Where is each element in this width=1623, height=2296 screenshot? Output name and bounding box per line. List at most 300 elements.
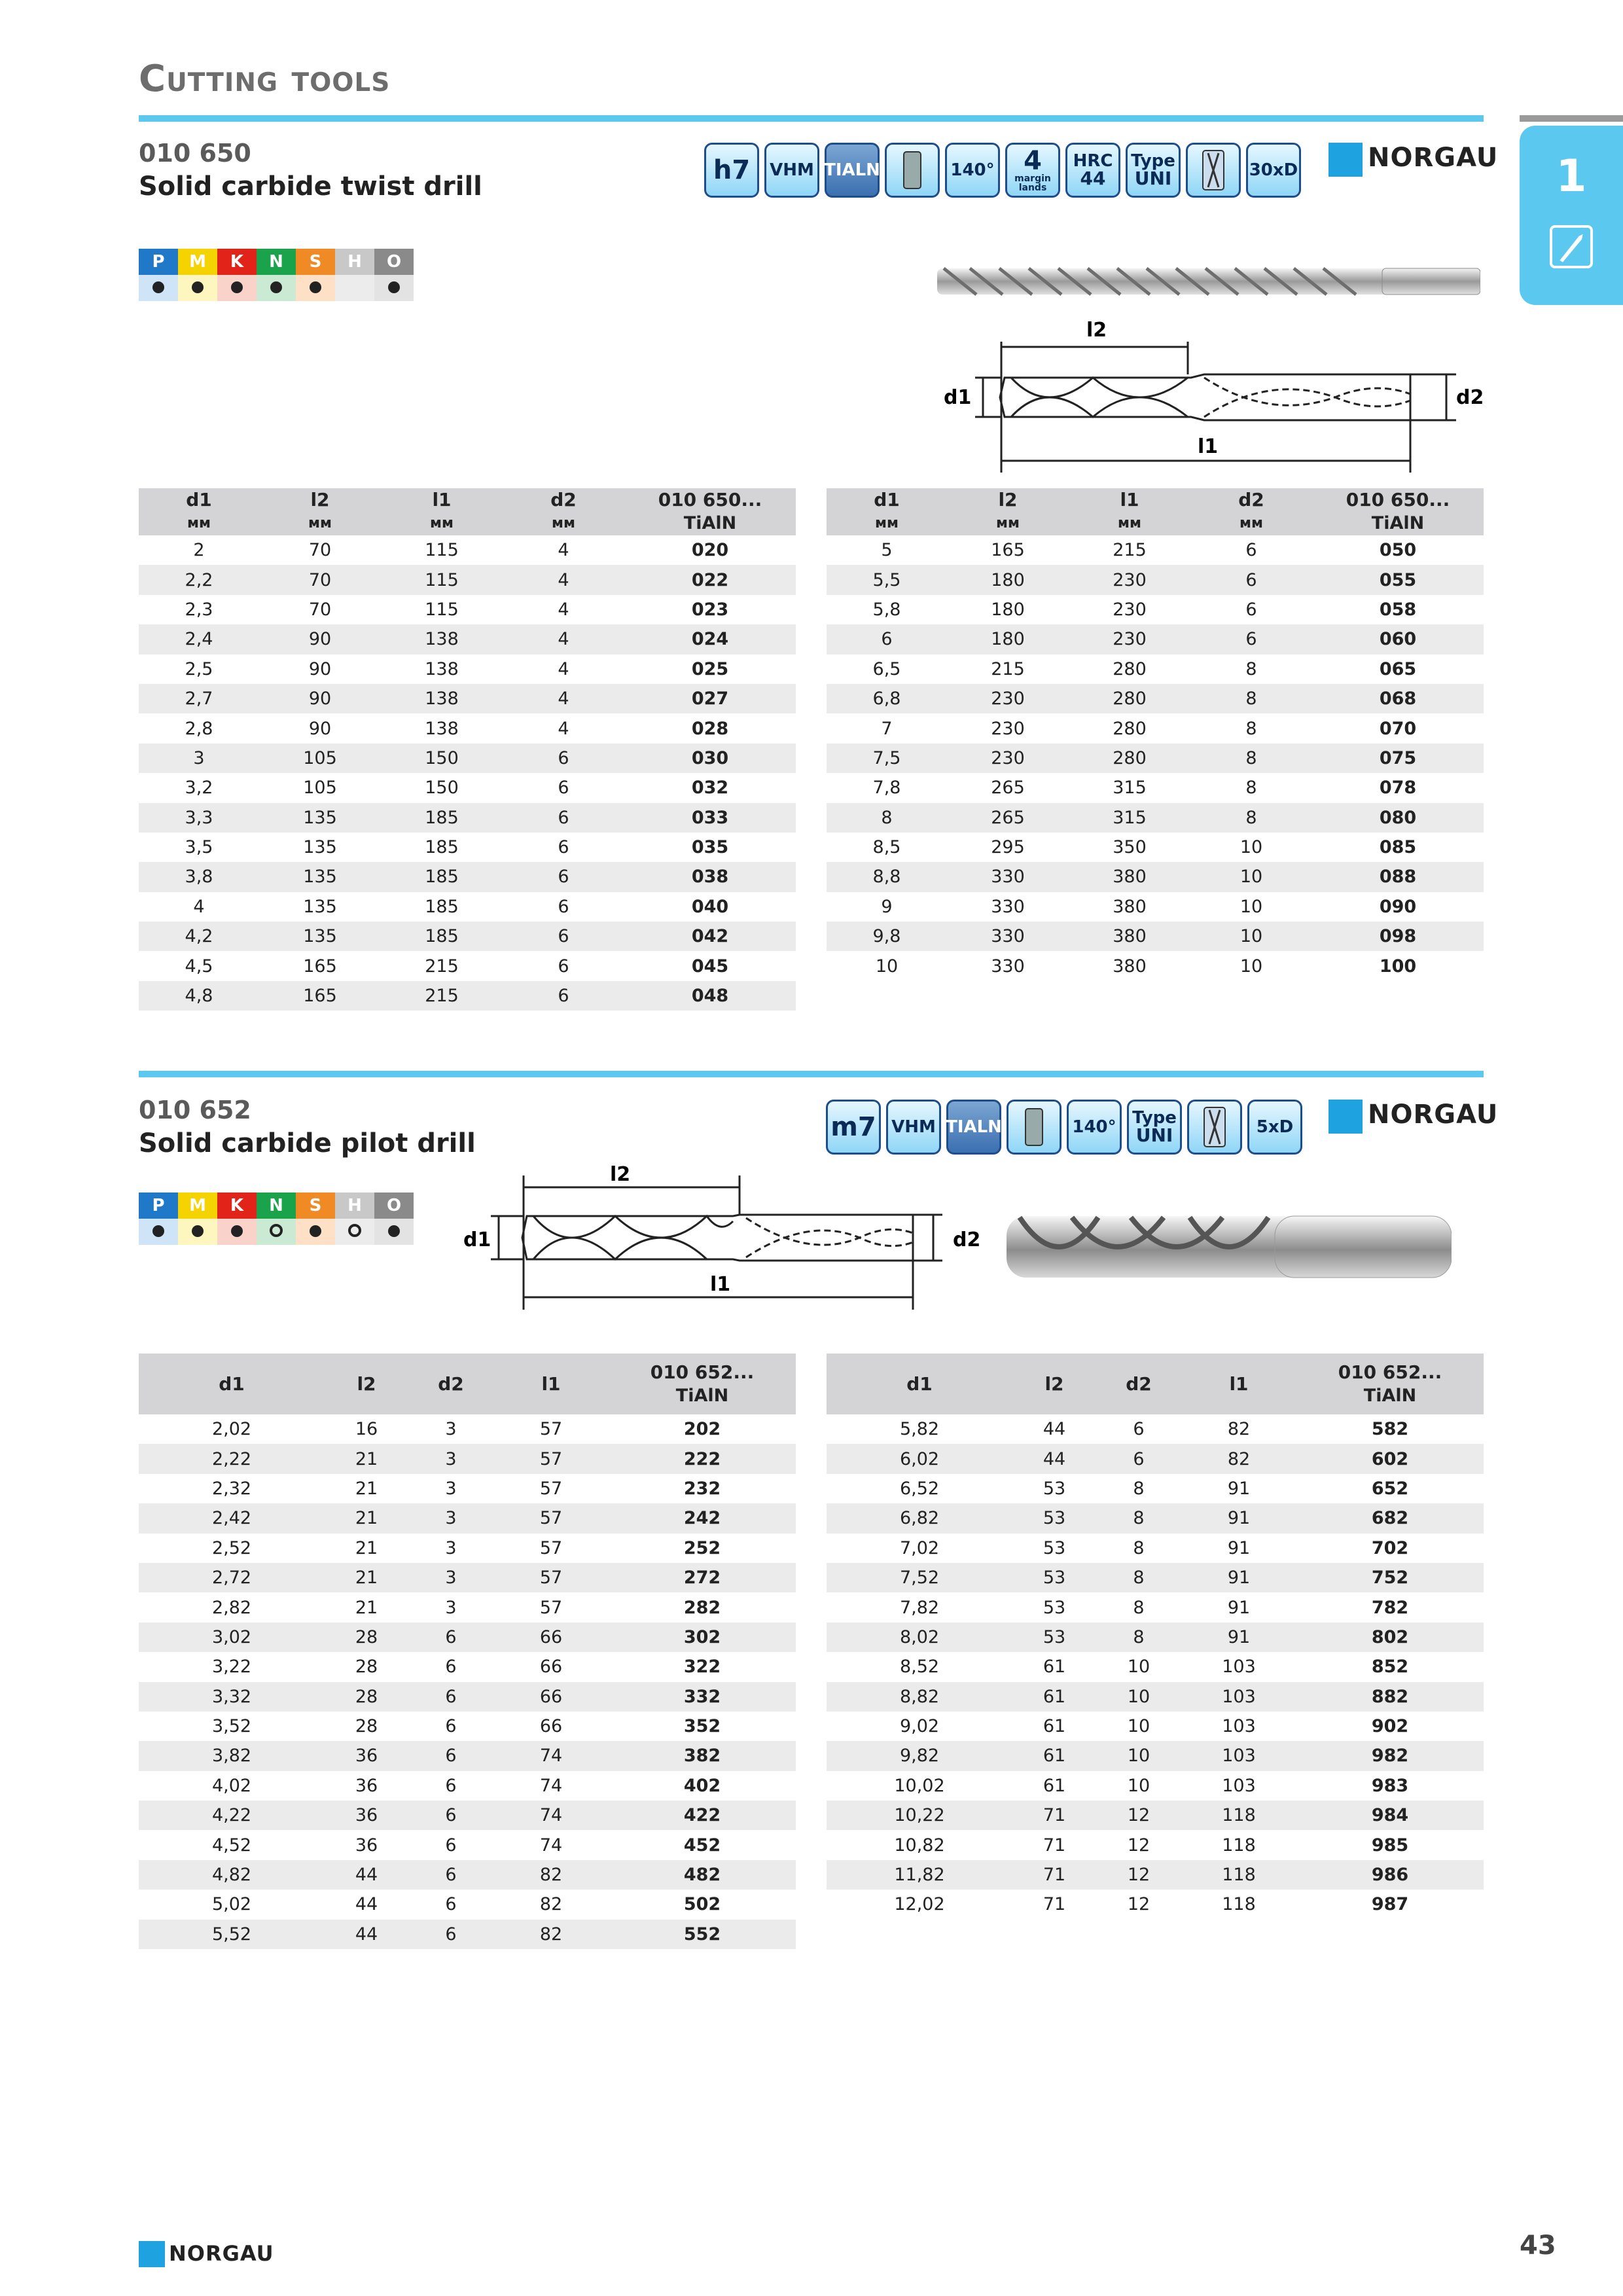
- dimension-cell: 12: [1096, 1801, 1181, 1830]
- dimension-cell: 6: [408, 1801, 493, 1830]
- dimension-cell: 61: [1012, 1741, 1096, 1770]
- type-uni-icon: Type UNI: [1126, 143, 1181, 198]
- suitable-dot: [152, 281, 164, 293]
- article-code-cell: 035: [691, 837, 729, 858]
- chapter-side-tab[interactable]: [1520, 126, 1623, 305]
- dimension-cell: 53: [1043, 1597, 1066, 1618]
- dimension-cell: 115: [425, 599, 459, 620]
- norgau-logo-square: [1329, 143, 1363, 177]
- dimension-cell: 215: [1113, 540, 1147, 561]
- material-h: H: [335, 249, 374, 275]
- article-code-cell: 075: [1312, 744, 1484, 773]
- article-code-cell: 025: [691, 658, 729, 679]
- dimension-cell: 230: [947, 744, 1069, 773]
- material-suitability-o: [374, 1219, 414, 1245]
- table-row: [827, 1534, 1484, 1563]
- dimension-cell: 12: [1127, 1835, 1150, 1856]
- dimension-cell: 5,82: [899, 1419, 940, 1440]
- dimension-cell: 3,8: [139, 862, 259, 891]
- dimension-cell: 380: [1069, 922, 1190, 951]
- article-code-cell: 085: [1379, 837, 1417, 858]
- col-d2: d2: [1096, 1354, 1181, 1414]
- dimension-cell: 44: [325, 1920, 408, 1949]
- page-header-title: [139, 58, 390, 100]
- dimension-cell: 9,8: [827, 922, 947, 951]
- dimension-cell: 115: [425, 540, 459, 561]
- table-row: [139, 773, 796, 802]
- dimension-cell: 280: [1069, 744, 1190, 773]
- dimension-cell: 2,52: [211, 1537, 252, 1558]
- dimension-cell: 6: [408, 1682, 493, 1712]
- material-n: N: [257, 1193, 296, 1219]
- dimension-cell: 66: [493, 1682, 609, 1712]
- section2-material-table: [139, 1193, 414, 1245]
- table-row: [139, 1860, 796, 1890]
- dimension-cell: 11,82: [827, 1860, 1012, 1890]
- dimension-cell: 36: [355, 1775, 378, 1796]
- dimension-cell: 330: [991, 896, 1025, 917]
- vhm-icon: VHM: [764, 143, 819, 198]
- dimension-cell: 8: [1133, 1537, 1145, 1558]
- dimension-cell: 3,22: [211, 1657, 252, 1677]
- dimension-cell: 2,22: [139, 1444, 325, 1473]
- dimension-cell: 6: [445, 1894, 457, 1915]
- dimension-cell: 12: [1096, 1860, 1181, 1890]
- table-row: [139, 1592, 796, 1622]
- section1-dimension-diagram: [929, 315, 1492, 479]
- diagram1-l2-label: l2: [1086, 319, 1107, 342]
- diagram2-d2-label: d2: [953, 1229, 981, 1251]
- dimension-cell: 103: [1181, 1682, 1296, 1712]
- dimension-cell: 6: [408, 1920, 493, 1949]
- dimension-cell: 6: [1133, 1419, 1145, 1440]
- footer-logo-square: [139, 2241, 165, 2267]
- dimension-cell: 2,02: [211, 1419, 252, 1440]
- dimension-cell: 82: [493, 1920, 609, 1949]
- dimension-cell: 2,2: [139, 565, 259, 594]
- dimension-cell: 57: [539, 1419, 563, 1440]
- dimension-cell: 5,02: [211, 1894, 252, 1915]
- dimension-cell: 118: [1181, 1801, 1296, 1830]
- dimension-cell: 3: [445, 1419, 457, 1440]
- table-row: [139, 922, 796, 951]
- table-row: [139, 1682, 796, 1712]
- dimension-cell: 16: [355, 1419, 378, 1440]
- dimension-cell: 82: [1227, 1419, 1251, 1440]
- dimension-cell: 71: [1043, 1894, 1066, 1915]
- section2-left-table: [139, 1354, 796, 1949]
- dimension-cell: 150: [425, 778, 459, 798]
- dimension-cell: 70: [259, 565, 381, 594]
- section2-brand: NORGAU: [1368, 1100, 1499, 1130]
- article-code-cell: 027: [624, 684, 796, 713]
- article-code-cell: 602: [1296, 1444, 1484, 1473]
- table-row: [139, 1830, 796, 1859]
- hrc-icon: HRC 44: [1065, 143, 1120, 198]
- article-code-cell: 098: [1312, 922, 1484, 951]
- dimension-cell: 118: [1222, 1894, 1256, 1915]
- footer-brand: NORGAU: [169, 2241, 274, 2266]
- dimension-cell: 5,5: [827, 565, 947, 594]
- dimension-cell: 36: [325, 1801, 408, 1830]
- coolant-icon: [1186, 143, 1241, 198]
- article-code-cell: 070: [1379, 718, 1417, 739]
- dimension-cell: 82: [539, 1894, 563, 1915]
- dimension-cell: 53: [1043, 1478, 1066, 1499]
- dimension-cell: 4: [193, 896, 205, 917]
- dimension-cell: 6: [408, 1623, 493, 1652]
- table-row: [827, 892, 1484, 922]
- col-d2: d2 мм: [1190, 488, 1312, 535]
- dimension-cell: 7,8: [872, 778, 901, 798]
- dimension-cell: 44: [325, 1860, 408, 1890]
- drill-chapter-icon: [1550, 225, 1593, 268]
- table-row: [139, 1503, 796, 1533]
- dimension-cell: 53: [1012, 1563, 1096, 1592]
- table-row: [139, 981, 796, 1011]
- dimension-cell: 91: [1181, 1563, 1296, 1592]
- material-m: M: [178, 249, 217, 275]
- article-code-cell: 090: [1379, 896, 1417, 917]
- article-code-cell: 088: [1312, 862, 1484, 891]
- table-row: [827, 713, 1484, 743]
- table-row: [139, 1623, 796, 1652]
- header-title-text: Cutting tools: [139, 58, 391, 100]
- article-code-cell: 222: [609, 1444, 796, 1473]
- dimension-cell: 71: [1012, 1860, 1096, 1890]
- table-row: [827, 1592, 1484, 1622]
- dimension-cell: 91: [1227, 1537, 1251, 1558]
- dimension-cell: 3,5: [185, 837, 213, 858]
- table-row: [827, 1414, 1484, 1444]
- table-row: [139, 803, 796, 833]
- dimension-cell: 350: [1113, 837, 1147, 858]
- dimension-cell: 295: [991, 837, 1025, 858]
- dimension-cell: 3: [445, 1597, 457, 1618]
- dimension-cell: 6,5: [872, 658, 901, 679]
- table-row: [139, 624, 796, 654]
- dimension-cell: 90: [308, 658, 332, 679]
- dimension-cell: 8: [1190, 744, 1312, 773]
- dimension-cell: 82: [493, 1860, 609, 1890]
- dimension-cell: 8,82: [827, 1682, 1012, 1712]
- table-row: [139, 892, 796, 922]
- dimension-cell: 103: [1222, 1657, 1256, 1677]
- table-row: [139, 655, 796, 684]
- dimension-cell: 3: [445, 1478, 457, 1499]
- dimension-cell: 8: [1133, 1478, 1145, 1499]
- dimension-cell: 91: [1227, 1597, 1251, 1618]
- dimension-cell: 6: [1096, 1444, 1181, 1473]
- article-code-cell: 882: [1296, 1682, 1484, 1712]
- dimension-cell: 138: [425, 658, 459, 679]
- dimension-cell: 8,5: [872, 837, 901, 858]
- dimension-cell: 6: [1190, 624, 1312, 654]
- table-row: [139, 951, 796, 980]
- material-s: S: [296, 1193, 335, 1219]
- dimension-cell: 91: [1227, 1478, 1251, 1499]
- dimension-cell: 57: [493, 1563, 609, 1592]
- table-row: [827, 1444, 1484, 1473]
- suitable-dot: [192, 1225, 204, 1237]
- table-row: [827, 1682, 1484, 1712]
- dimension-cell: 28: [355, 1716, 378, 1737]
- article-code-cell: 482: [609, 1860, 796, 1890]
- dimension-cell: 10: [1127, 1775, 1150, 1796]
- tialn-coating-icon: TIALN: [825, 143, 880, 198]
- table-row: [827, 1503, 1484, 1533]
- dimension-cell: 4,22: [139, 1801, 325, 1830]
- dimension-cell: 6: [445, 1835, 457, 1856]
- dimension-cell: 10: [1127, 1716, 1150, 1737]
- dimension-cell: 3: [139, 744, 259, 773]
- table-row: [139, 595, 796, 624]
- table-row: [139, 535, 796, 565]
- header-divider: [139, 115, 1484, 122]
- dimension-cell: 4,02: [211, 1775, 252, 1796]
- dimension-cell: 8: [827, 803, 947, 833]
- dimension-cell: 185: [381, 922, 503, 951]
- article-code-cell: 040: [691, 896, 729, 917]
- conditional-suitable-dot: [270, 1224, 283, 1237]
- dimension-cell: 3,02: [139, 1623, 325, 1652]
- dimension-cell: 4: [503, 684, 624, 713]
- dimension-cell: 9,02: [899, 1716, 940, 1737]
- dimension-cell: 5,52: [139, 1920, 325, 1949]
- dimension-cell: 8,8: [827, 862, 947, 891]
- dimension-cell: 6: [1245, 599, 1257, 620]
- dimension-cell: 44: [355, 1894, 378, 1915]
- article-code-cell: 702: [1371, 1537, 1409, 1558]
- col-d1: d1 мм: [827, 488, 947, 535]
- article-code-cell: 782: [1371, 1597, 1409, 1618]
- table-row: [139, 1801, 796, 1830]
- dimension-cell: 280: [1069, 684, 1190, 713]
- article-code-cell: 552: [609, 1920, 796, 1949]
- suitable-dot: [310, 1225, 321, 1237]
- material-suitability-s: [296, 275, 335, 301]
- dimension-cell: 3,82: [139, 1741, 325, 1770]
- dimension-cell: 6: [503, 862, 624, 891]
- dimension-cell: 10: [1096, 1741, 1181, 1770]
- col-l2: l2 мм: [947, 488, 1069, 535]
- dimension-cell: 215: [381, 981, 503, 1011]
- section1-material-table: [139, 249, 414, 301]
- dimension-cell: 180: [947, 624, 1069, 654]
- dimension-cell: 6: [558, 837, 569, 858]
- material-suitability-m: [178, 1219, 217, 1245]
- article-code-cell: 065: [1379, 658, 1417, 679]
- dimension-cell: 185: [425, 837, 459, 858]
- material-m: M: [178, 1193, 217, 1219]
- dimension-cell: 10: [1096, 1682, 1181, 1712]
- article-code-cell: 982: [1296, 1741, 1484, 1770]
- suitable-dot: [231, 281, 243, 293]
- article-code-cell: 032: [691, 778, 729, 798]
- dimension-cell: 9,82: [827, 1741, 1012, 1770]
- dimension-cell: 21: [355, 1537, 378, 1558]
- table-row: [139, 1444, 796, 1473]
- suitable-dot: [388, 281, 400, 293]
- material-suitability-h: [335, 275, 374, 301]
- page-number: 43: [1520, 2231, 1556, 2261]
- dimension-cell: 230: [1069, 624, 1190, 654]
- table-row: [139, 744, 796, 773]
- material-p: P: [139, 249, 178, 275]
- dimension-cell: 215: [425, 956, 459, 977]
- dimension-cell: 3,52: [211, 1716, 252, 1737]
- article-code-cell: 502: [683, 1894, 721, 1915]
- dimension-cell: 10: [1190, 862, 1312, 891]
- dimension-cell: 6: [503, 803, 624, 833]
- article-code-cell: 987: [1371, 1894, 1409, 1915]
- dimension-cell: 330: [947, 862, 1069, 891]
- dimension-cell: 7,82: [899, 1597, 940, 1618]
- dimension-cell: 82: [1181, 1444, 1296, 1473]
- section1-brand: NORGAU: [1368, 143, 1499, 173]
- dimension-cell: 10: [875, 956, 899, 977]
- table-row: [139, 1474, 796, 1503]
- article-code-cell: 272: [609, 1563, 796, 1592]
- dimension-cell: 380: [1069, 862, 1190, 891]
- dimension-cell: 10: [1190, 922, 1312, 951]
- material-suitability-n: [257, 275, 296, 301]
- article-code-cell: 038: [624, 862, 796, 891]
- dimension-cell: 3,2: [185, 778, 213, 798]
- table-row: [139, 1771, 796, 1801]
- material-s: S: [296, 249, 335, 275]
- dimension-cell: 61: [1043, 1657, 1066, 1677]
- tialn-coating-icon: TIALN: [946, 1100, 1001, 1155]
- dimension-cell: 2,82: [211, 1597, 252, 1618]
- table-row: [827, 862, 1484, 891]
- dimension-cell: 380: [1113, 956, 1147, 977]
- dimension-cell: 138: [381, 684, 503, 713]
- dimension-cell: 8: [1096, 1623, 1181, 1652]
- margin-lands-icon: 4 margin lands: [1005, 143, 1060, 198]
- article-code-cell: 282: [683, 1597, 721, 1618]
- material-suitability-m: [178, 275, 217, 301]
- dimension-cell: 90: [308, 718, 332, 739]
- dimension-cell: 4: [558, 540, 569, 561]
- table-row: [139, 1414, 796, 1444]
- article-code-cell: 100: [1379, 956, 1417, 977]
- dimension-cell: 12: [1127, 1894, 1150, 1915]
- section2-product-name: Solid carbide pilot drill: [139, 1128, 476, 1158]
- article-code-cell: 382: [609, 1741, 796, 1770]
- material-suitability-o: [374, 275, 414, 301]
- dimension-cell: 61: [1043, 1716, 1066, 1737]
- material-suitability-h: [335, 1219, 374, 1245]
- dimension-cell: 57: [493, 1503, 609, 1533]
- article-code-cell: 852: [1371, 1657, 1409, 1677]
- dimension-cell: 230: [1113, 599, 1147, 620]
- dimension-cell: 5: [881, 540, 893, 561]
- dimension-cell: 71: [1012, 1801, 1096, 1830]
- dimension-cell: 135: [303, 896, 337, 917]
- table-row: [139, 833, 796, 862]
- dimension-cell: 6: [445, 1716, 457, 1737]
- header-gray-line: [1520, 115, 1623, 122]
- chapter-number: 1: [1556, 151, 1587, 202]
- dimension-cell: 74: [539, 1835, 563, 1856]
- dimension-cell: 10,82: [894, 1835, 945, 1856]
- dimension-cell: 150: [381, 744, 503, 773]
- dimension-cell: 21: [325, 1444, 408, 1473]
- dimension-cell: 230: [991, 718, 1025, 739]
- article-code-cell: 078: [1379, 778, 1417, 798]
- material-p: P: [139, 1193, 178, 1219]
- table-row: [827, 1623, 1484, 1652]
- dimension-cell: 21: [325, 1503, 408, 1533]
- table-row: [827, 1563, 1484, 1592]
- section1-product-name: Solid carbide twist drill: [139, 171, 482, 202]
- dimension-cell: 6,8: [827, 684, 947, 713]
- dimension-cell: 330: [947, 922, 1069, 951]
- material-k: K: [217, 249, 257, 275]
- dimension-cell: 61: [1043, 1775, 1066, 1796]
- dimension-cell: 6: [445, 1775, 457, 1796]
- dimension-cell: 165: [303, 956, 337, 977]
- dimension-cell: 103: [1222, 1775, 1256, 1796]
- article-code-cell: 022: [624, 565, 796, 594]
- table-row: [827, 1860, 1484, 1890]
- section1-right-table: [827, 488, 1484, 981]
- table-row: [827, 684, 1484, 713]
- dimension-cell: 215: [991, 658, 1025, 679]
- material-o: O: [374, 249, 414, 275]
- dimension-cell: 8: [1245, 658, 1257, 679]
- dimension-cell: 2,5: [185, 658, 213, 679]
- dimension-cell: 2,3: [185, 599, 213, 620]
- conditional-suitable-dot: [348, 1224, 361, 1237]
- dimension-cell: 28: [355, 1657, 378, 1677]
- article-code-cell: 984: [1296, 1801, 1484, 1830]
- dimension-cell: 6: [503, 981, 624, 1011]
- article-code-cell: 045: [691, 956, 729, 977]
- table-row: [827, 803, 1484, 833]
- dimension-cell: 180: [991, 599, 1025, 620]
- article-code-cell: 422: [609, 1801, 796, 1830]
- article-code-cell: 322: [683, 1657, 721, 1677]
- article-code-cell: 028: [691, 718, 729, 739]
- dimension-cell: 28: [325, 1682, 408, 1712]
- dimension-cell: 105: [303, 778, 337, 798]
- dimension-cell: 3,32: [139, 1682, 325, 1712]
- article-code-cell: 652: [1371, 1478, 1409, 1499]
- article-code-cell: 232: [683, 1478, 721, 1499]
- material-k: K: [217, 1193, 257, 1219]
- dimension-cell: 105: [259, 744, 381, 773]
- suitable-dot: [270, 281, 282, 293]
- article-code-cell: 682: [1296, 1503, 1484, 1533]
- dimension-cell: 4,8: [139, 981, 259, 1011]
- col-code: 010 652... TiAlN: [609, 1354, 796, 1414]
- article-code-cell: 352: [683, 1716, 721, 1737]
- material-o: O: [374, 1193, 414, 1219]
- dimension-cell: 8,02: [827, 1623, 1012, 1652]
- col-code: 010 652... TiAlN: [1296, 1354, 1484, 1414]
- article-code-cell: 030: [624, 744, 796, 773]
- dimension-cell: 71: [1043, 1835, 1066, 1856]
- table-row: [827, 922, 1484, 951]
- col-code: 010 650... TiAlN: [1312, 488, 1484, 535]
- suitable-dot: [231, 1225, 243, 1237]
- dimension-cell: 66: [539, 1716, 563, 1737]
- dimension-cell: 7,5: [827, 744, 947, 773]
- dimension-cell: 6: [408, 1741, 493, 1770]
- dimension-cell: 138: [381, 624, 503, 654]
